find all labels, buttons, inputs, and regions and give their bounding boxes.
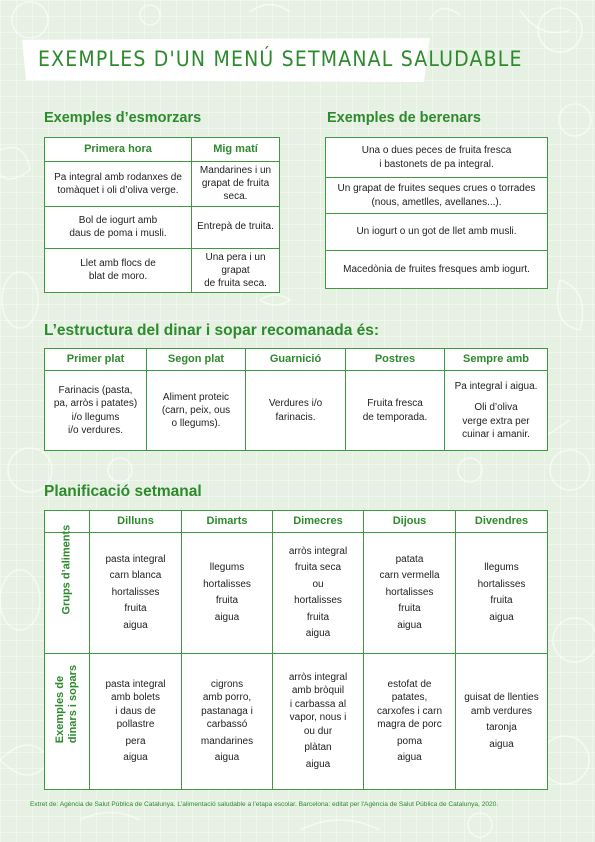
plan-cell: patata carn vermella hortalisses fruita aigua: [364, 532, 456, 653]
berenar-cell: Macedònia de fruites fresques amb iogurt.: [326, 251, 548, 289]
esmorzars-table: [44, 137, 280, 293]
esmorzar-cell: Bol de iogurt amb daus de poma i musli.: [45, 206, 192, 248]
estructura-heading: L’estructura del dinar i sopar recomanada és:: [44, 322, 380, 339]
plan-row-label-grups: Grups d’aliments: [45, 532, 90, 653]
estructura-col-guarnicio: Guarnició: [246, 349, 346, 371]
plan-cell: estofat de patates, carxofes i carn magra de porc poma aigua: [364, 653, 456, 789]
estructura-cell: Aliment proteic (carn, peix, ous o llegums).: [147, 371, 246, 451]
esmorzar-cell: Llet amb flocs de blat de moro.: [45, 248, 192, 293]
planificacio-table: [44, 510, 548, 790]
esmorzar-cell: Entrepà de truita.: [192, 206, 280, 248]
berenar-cell: Un iogurt o un got de llet amb musli.: [326, 214, 548, 251]
page-title: EXEMPLES D'UN MENÚ SETMANAL SALUDABLE: [38, 47, 523, 71]
planificacio-heading: Planificació setmanal: [44, 483, 202, 500]
plan-cell: cigrons amb porro, pastanaga i carbassó mandarines aigua: [182, 653, 273, 789]
esmorzars-col-mig-mati: Mig matí: [192, 138, 280, 162]
berenar-cell: Un grapat de fruites seques crues o torrades (nous, ametlles, avellanes...).: [326, 178, 548, 214]
estructura-cell: Pa integral i aigua. Oli d’oliva verge extra per cuinar i amanir.: [445, 371, 548, 451]
estructura-table: [44, 348, 548, 451]
plan-cell: arròs integral amb bròquil i carbassa al vapor, nous i ou dur plàtan aigua: [273, 653, 364, 789]
plan-day-dimarts: Dimarts: [182, 511, 273, 533]
estructura-col-segon-plat: Segon plat: [147, 349, 246, 371]
plan-row-label-exemples: Exemples de dinars i sopars: [45, 653, 90, 789]
plan-cell: arròs integral fruita seca ou hortalisses fruita aigua: [273, 532, 364, 653]
plan-day-dimecres: Dimecres: [273, 511, 364, 533]
berenars-table: [325, 137, 548, 289]
plan-cell: pasta integral amb bolets i daus de pollastre pera aigua: [90, 653, 182, 789]
plan-cell: llegums hortalisses fruita aigua: [182, 532, 273, 653]
esmorzar-cell: Pa integral amb rodanxes de tomàquet i oli d’oliva verge.: [45, 162, 192, 207]
plan-cell: guisat de llenties amb verdures taronja aigua: [456, 653, 548, 789]
plan-day-divendres: Divendres: [456, 511, 548, 533]
estructura-cell: Fruita fresca de temporada.: [346, 371, 445, 451]
estructura-cell: Farinacis (pasta, pa, arròs i patates) i/o llegums i/o verdures.: [45, 371, 147, 451]
esmorzar-cell: Mandarines i un grapat de fruita seca.: [192, 162, 280, 207]
estructura-col-primer-plat: Primer plat: [45, 349, 147, 371]
esmorzars-heading: Exemples d’esmorzars: [44, 110, 202, 126]
esmorzar-cell: Una pera i un grapat de fruita seca.: [192, 248, 280, 293]
estructura-cell: Verdures i/o farinacis.: [246, 371, 346, 451]
estructura-col-sempre-amb: Sempre amb: [445, 349, 548, 371]
berenars-heading: Exemples de berenars: [327, 110, 481, 126]
esmorzars-col-primera-hora: Primera hora: [45, 138, 192, 162]
plan-day-dilluns: Dilluns: [90, 511, 182, 533]
plan-cell: llegums hortalisses fruita aigua: [456, 532, 548, 653]
plan-day-dijous: Dijous: [364, 511, 456, 533]
source-citation: Extret de: Agència de Salut Pública de Catalunya. L'alimentació saludable a l'etapa escolar. Barcelona: editat per l'Agència de Salut Pública de Catalunya, 2020.: [30, 801, 499, 808]
plan-cell: pasta integral carn blanca hortalisses fruita aigua: [90, 532, 182, 653]
estructura-col-postres: Postres: [346, 349, 445, 371]
berenar-cell: Una o dues peces de fruita fresca i bastonets de pa integral.: [326, 138, 548, 178]
